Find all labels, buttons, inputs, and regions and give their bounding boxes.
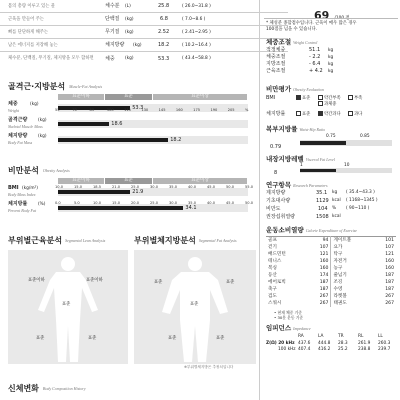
row-en: Percent Body Fat [8,208,37,213]
impedance-val: 444.8 [318,341,331,346]
composition-unit: (kg) [125,16,134,22]
tick-label: 15.0 [112,201,121,205]
whr-bar [300,141,346,145]
whr-tick: 0.85 [360,134,370,139]
tick-label: 85 [89,108,95,112]
energy-row [266,293,396,300]
tick-label: 40.0 [207,201,216,205]
impedance-val: 239.7 [378,347,391,352]
score-note: * 체성분 종합점수입니다. 근육이 매우 많은 경우 [266,21,357,26]
composition-range: ( 2.41~2.95 ) [182,29,211,35]
control-label: 체중조절 [266,54,286,60]
impedance-table [266,334,398,364]
segmental-lean-section [0,236,130,364]
muscle-fat-bar [58,122,109,126]
section-subtitle: Calorie Expenditure of Exercise [305,228,358,233]
checkbox-standard [296,95,301,100]
scale-band: 표준이하 [58,94,104,100]
energy-kcal: 121 [306,251,331,258]
eval-option: 부족 [354,96,363,101]
tick-label: 25.0 [150,201,159,205]
section-subtitle: Visceral Fat Level [305,157,335,162]
section-title: 체중조절 [266,38,292,46]
energy-activity: 테니스 [268,259,282,264]
eval-option: 과다 [354,112,363,117]
bar-value: 18.6 [111,121,123,127]
control-unit: kg [328,47,334,53]
energy-row [266,251,396,258]
history-section [8,384,258,400]
row-label: 체지방량 [8,133,28,139]
whr-value: 0.79 [270,144,282,150]
composition-row [0,39,288,52]
energy-kcal: 107 [385,245,394,250]
energy-activity: 골프 [268,238,277,243]
checkbox-standard [296,111,301,116]
row-en: Body Fat Mass [8,140,33,145]
energy-row [266,237,396,245]
tick-label: 50.0 [226,185,235,189]
tick-label: 35.0 [188,201,197,205]
tick-label: 5.0 [74,201,80,205]
section-title: 복부지방률 [266,125,298,133]
row-label: BMI [8,185,19,191]
composition-unit: (kg) [133,42,142,48]
segmental-fat-section [134,236,258,369]
tick-label: 55 [55,108,60,112]
eval-option: 표준 [302,112,311,117]
control-unit: kg [328,54,334,60]
scale-band: 표준 [105,94,152,100]
energy-activity: 복싱 [268,266,277,271]
research-label: 제지방량 [266,190,286,196]
row-label: 골격근량 [8,117,28,123]
row-en: Skeletal Muscle Mass [8,124,43,129]
control-label: 적정체중 [266,47,286,53]
energy-kcal: 267 [306,293,331,300]
energy-table [266,236,396,307]
energy-row [266,300,396,307]
composition-row [0,52,288,65]
control-label: 지방조절 [266,61,286,67]
tick-label: 10.0 [55,185,64,189]
research-label: 권장섭취열량 [266,214,295,220]
tick-label: 70 [72,108,77,112]
research-value: 1508 [316,214,329,220]
control-unit: kg [328,61,334,67]
section-title: 내장지방레벨 [266,155,304,163]
checkbox-over [348,111,353,116]
composition-range: ( 10.2~16.4 ) [182,42,211,48]
energy-kcal: 121 [385,252,394,257]
research-label: 기초대사량 [266,198,291,204]
tick-label: 25.0 [131,185,140,189]
checkbox-low [348,95,353,100]
trunk-label: 표준 [190,302,199,307]
obesity-section [0,166,255,216]
left-arm-label: 표준 [226,280,235,285]
tick-label: 35.0 [169,185,178,189]
composition-unit: (L) [125,3,131,9]
research-unit: kcal [332,198,341,203]
section-subtitle: Obesity Analysis [42,168,70,173]
control-label: 근육조절 [266,68,286,74]
research-value: 104 [318,206,328,212]
section-title: 임피던스 [266,324,292,332]
pbf-ticks [55,201,254,206]
energy-activity: 라켓볼 [333,294,347,299]
tick-label: % [245,108,249,112]
energy-kcal: 160 [385,266,394,271]
bar-value: 18.2 [170,137,182,143]
impedance-col: LA [318,334,324,339]
checkbox-over [318,101,323,106]
composition-row [0,13,288,26]
energy-activity: 등산 [268,273,277,278]
tick-label: 21.0 [112,185,121,189]
section-title: 비만분석 [8,166,39,175]
scale-band: 표준이상 [153,94,247,100]
research-unit: kg [332,190,338,195]
bar-value: 34.1 [185,205,197,211]
composition-unit: (kg) [125,56,134,61]
score-suffix: /100 점 [334,16,350,21]
impedance-col: RL [358,334,364,339]
composition-desc: 근육을 만들어 주는 [8,16,44,22]
composition-table [0,0,288,66]
body-figure-fat-icon [134,250,256,364]
energy-row [266,258,396,265]
section-subtitle: Weight Control [293,40,318,45]
energy-activity: 에어로빅 [268,280,286,285]
tick-label: 30.0 [150,185,159,189]
composition-label: 단백질 [105,16,120,22]
score-note: 100점을 넘을 수 있습니다. [266,27,318,32]
energy-kcal: 187 [385,287,394,292]
section-subtitle: Segmental Fat Analysis [198,238,237,243]
section-title: 부위별체지방분석 [134,236,196,245]
scale-band: 표준이하 [58,178,104,184]
impedance-val: 28.3 [338,341,348,346]
bar-value: 21.9 [132,189,144,195]
tick-label: 45.0 [207,185,216,189]
energy-note: • 현재 체중 기준 [274,310,302,315]
composition-value: 25.8 [158,3,170,9]
energy-activity: 게이트볼 [333,238,352,243]
scale-band: 표준 [105,178,152,184]
impedance-val: 407.4 [298,347,311,352]
section-subtitle: Impedance [293,326,311,331]
tick-label: 55.0 [245,185,254,189]
checkbox-slight [318,95,323,100]
energy-activity: 축구 [268,287,277,292]
composition-range: ( 43.4~58.8 ) [182,56,211,61]
tick-label: 160 [175,108,183,112]
energy-activity: 요가 [333,245,343,250]
row-en: Body Mass Index [8,192,36,197]
impedance-col: RA [298,334,304,339]
energy-kcal: 187 [385,280,394,285]
tick-label: 40.0 [188,185,197,189]
muscle-fat-ticks [55,108,249,113]
energy-kcal: 267 [385,301,394,306]
left-leg-label: 표준 [216,336,225,341]
energy-kcal: 160 [306,265,331,272]
energy-activity: 수영 [333,287,343,292]
energy-kcal: 267 [306,300,331,307]
section-subtitle: Body Composition History [42,386,86,391]
eval-option: 약간부족 [324,96,341,101]
tick-label: 20.0 [131,201,140,205]
energy-activity: 조깅 [333,280,343,285]
control-value: + 4.2 [309,68,323,74]
composition-label: 체중 [105,55,115,62]
energy-kcal: 174 [306,272,331,279]
energy-kcal: 160 [306,258,331,265]
energy-kcal: 160 [385,259,394,264]
composition-value: 2.52 [158,29,170,35]
row-unit: (kg) [38,118,47,123]
right-leg-label: 표준 [168,336,177,341]
energy-activity: 걷기 [268,245,277,250]
muscle-fat-row [0,133,255,148]
impedance-label: 100 kHz [278,347,296,352]
row-en: Weight [8,108,19,113]
research-unit: % [332,206,337,211]
section-title: 골격근·지방분석 [8,82,66,91]
visceral-bar [300,169,336,172]
composition-desc: 남은 에너지를 저장해 놓는 [8,42,58,48]
energy-activity: 농구 [333,266,343,271]
composition-desc: 몸의 총량 이루고 있는 물 [8,3,55,9]
composition-desc: 체수분, 단백질, 무기질, 체지방을 모두 합하면 [8,56,94,61]
composition-label: 무기질 [105,29,120,35]
energy-kcal: 187 [306,279,331,286]
section-title: 신체변화 [8,384,39,393]
visceral-tick: 1 [300,163,303,168]
control-unit: kg [328,68,334,74]
energy-kcal: 101 [385,238,394,243]
eval-label: 체지방률 [266,111,286,117]
composition-desc: 뼈를 단단하게 해주는 [8,29,49,35]
visceral-value: 8 [274,170,278,176]
energy-kcal: 94 [306,237,331,245]
whr-tick: 0.75 [326,134,336,139]
eval-option: 표준 [302,96,311,101]
composition-value: 18.2 [158,42,170,48]
energy-activity: 배드민턴 [268,252,286,257]
energy-row [266,286,396,293]
eval-option: 과체중 [324,102,337,107]
energy-kcal: 187 [385,273,394,278]
research-unit: kcal [332,214,341,219]
impedance-val: 238.8 [358,347,371,352]
energy-kcal: 107 [306,244,331,251]
eval-option: 약간과다 [324,112,341,117]
scale-band: 표준이상 [153,178,247,184]
energy-row [266,244,396,251]
research-value: 1129 [316,198,329,204]
body-figure-icon [8,250,128,364]
composition-value: 6.8 [160,16,168,22]
research-range: ( 35.4~43.3 ) [346,190,375,195]
composition-unit: (kg) [125,29,134,35]
left-leg-label: 표준 [88,336,97,341]
tick-label: 50.0 [245,201,254,205]
energy-kcal: 267 [385,294,394,299]
impedance-val: 261.9 [358,341,371,346]
composition-row [0,0,288,13]
left-arm-label: 표준이하 [86,278,103,283]
composition-label: 체수분 [105,3,120,9]
tick-label: 205 [227,108,235,112]
visceral-tick: 10 [344,163,350,168]
energy-row [266,272,396,279]
row-label: 체지방률 [8,201,28,207]
tick-label: 145 [158,108,166,112]
energy-row [266,279,396,286]
section-title: 비만평가 [266,85,292,93]
section-title: 연구항목 [266,181,292,189]
tick-label: 100 [106,108,114,112]
section-title: 부위별근육분석 [8,236,63,245]
right-arm-label: 표준이하 [28,278,45,283]
bmi-ticks [55,185,254,190]
eval-label: BMI [266,95,276,101]
impedance-col: TR [338,334,344,339]
obesity-bar [58,206,183,210]
research-range: ( 90~110 ) [346,206,370,211]
row-label: 체중 [8,101,18,107]
control-value: - 6.4 [309,61,321,67]
energy-row [266,265,396,272]
tick-label: 0.0 [55,201,61,205]
row-unit: (%) [38,202,46,207]
section-subtitle: Research Parameters [293,183,328,188]
tick-label: 10.0 [93,201,102,205]
energy-activity: 탁구 [333,252,343,257]
energy-activity: 스쿼시 [268,301,282,306]
tick-label: 175 [193,108,201,112]
impedance-col: LL [378,334,383,339]
composition-range: ( 26.0~31.8 ) [182,3,211,9]
research-range: ( 1168~1345 ) [346,198,378,203]
tick-label: 18.5 [93,185,102,189]
energy-activity: 태권도 [333,301,347,306]
score-value: 69 [314,9,330,22]
section-subtitle: Muscle-Fat Analysis [69,84,103,89]
segmental-fat-note: ※부위별체지방은 추정치입니다 [184,365,234,369]
control-value: 51.1 [309,47,321,53]
composition-label: 체지방량 [105,42,125,48]
row-unit: (kg/m²) [22,186,38,191]
section-subtitle: Waist-Hip Ratio [299,127,326,132]
energy-activity: 자전거 [333,259,347,264]
section-title: 운동소비열량 [266,226,304,234]
energy-activity: 검도 [268,294,277,299]
right-leg-label: 표준 [36,336,45,341]
tick-label: 115 [124,108,131,112]
research-label: 비만도 [266,206,281,212]
muscle-fat-row [0,117,255,132]
control-value: - 2.2 [309,54,321,60]
impedance-val: 437.6 [298,341,311,346]
impedance-label: Z(Ω) 20 kHz [266,341,295,346]
section-subtitle: Segmental Lean Analysis [65,238,106,243]
impedance-val: 260.3 [378,341,391,346]
energy-note: • 30분 운동 기준 [274,315,304,320]
composition-row [0,26,288,39]
composition-range: ( 7.0~8.6 ) [182,16,206,22]
tick-label: 130 [141,108,149,112]
muscle-fat-section [0,82,255,152]
right-arm-label: 표준 [154,280,163,285]
tick-label: 45.0 [226,201,235,205]
row-unit: (kg) [30,102,39,107]
energy-activity: 줄넘기 [333,273,347,278]
research-value: 35.1 [316,190,328,196]
checkbox-slight [318,111,323,116]
energy-kcal: 187 [306,286,331,293]
tick-label: 30.0 [169,201,178,205]
tick-label: 190 [210,108,218,112]
obesity-bar [58,190,130,194]
tick-label: 15.0 [74,185,83,189]
section-subtitle: Obesity Evaluation [293,87,324,92]
right-panel [259,0,400,400]
row-unit: (kg) [38,134,47,139]
bar-value: 53.3 [132,105,144,111]
trunk-label: 표준 [62,302,71,307]
impedance-val: 25.2 [338,347,348,352]
composition-value: 53.3 [158,55,170,62]
impedance-val: 416.2 [318,347,331,352]
muscle-fat-bar [58,138,168,142]
